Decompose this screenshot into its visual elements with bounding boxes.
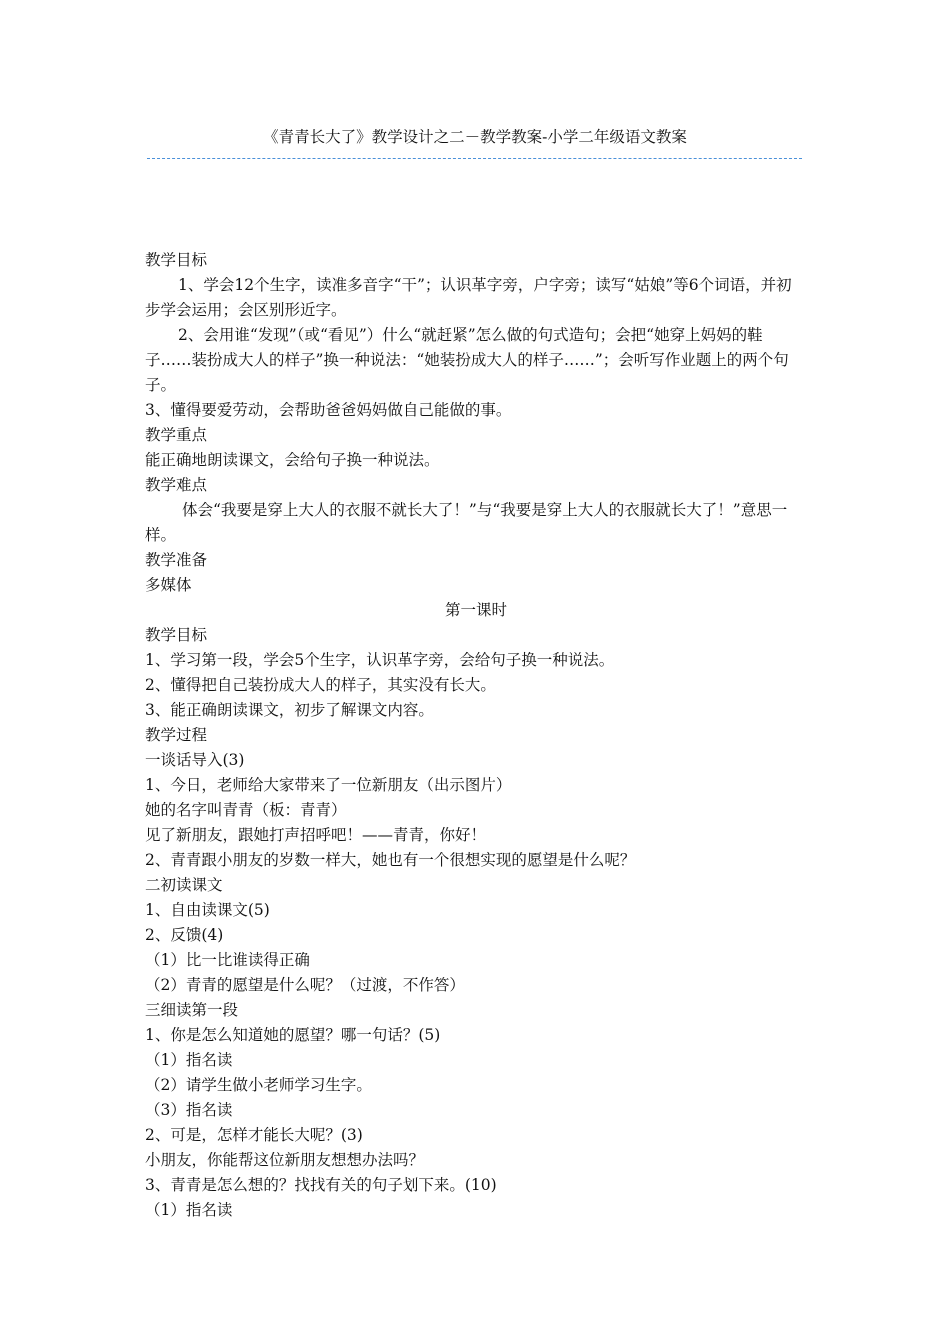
paragraph: 体会“我要是穿上大人的衣服不就长大了！”与“我要是穿上大人的衣服就长大了！”意思一样。 (145, 501, 788, 544)
paragraph: 见了新朋友，跟她打声招呼吧！——青青，你好！ (145, 826, 487, 844)
paragraph: 2、反馈(4) (145, 926, 224, 944)
heading-teaching-process: 教学过程 (145, 726, 208, 744)
paragraph: 三细读第一段 (145, 1001, 239, 1019)
paragraph: 1、学习第一段，学会5个生字，认识革字旁，会给句子换一种说法。 (145, 651, 615, 669)
paragraph: 1、今日，老师给大家带来了一位新朋友（出示图片） (145, 776, 512, 794)
paragraph: 能正确地朗读课文，会给句子换一种说法。 (145, 451, 440, 469)
paragraph: 3、能正确朗读课文，初步了解课文内容。 (145, 701, 434, 719)
paragraph: 2、会用谁“发现”（或“看见”）什么“就赶紧”怎么做的句式造句；会把“她穿上妈妈的鞋子……装扮成大人的样子”换一种说法：“她装扮成大人的样子……”；会听写作业题上的两个句子。 (145, 326, 789, 394)
heading-difficulties: 教学难点 (145, 476, 208, 494)
paragraph: （2）青青的愿望是什么呢？（过渡，不作答） (145, 976, 465, 994)
heading-teaching-goals: 教学目标 (145, 626, 208, 644)
heading-key-points: 教学重点 (145, 426, 208, 444)
paragraph: 3、青青是怎么想的？找找有关的句子划下来。(10) (145, 1176, 497, 1194)
paragraph: 二初读课文 (145, 876, 223, 894)
document-title: 《青青长大了》教学设计之二－教学教案-小学二年级语文教案 (263, 128, 687, 146)
title-divider (147, 158, 802, 159)
paragraph: 1、你是怎么知道她的愿望？哪一句话？(5) (145, 1026, 441, 1044)
section-title-first-lesson: 第一课时 (444, 601, 507, 619)
paragraph: 多媒体 (145, 576, 192, 594)
paragraph: 1、学会12个生字，读准多音字“干”；认识革字旁，户字旁；读写“姑娘”等6个词语，并初步学会运用；会区别形近字。 (145, 276, 792, 319)
paragraph: 一谈话导入(3) (145, 751, 245, 769)
paragraph: 2、可是，怎样才能长大呢？(3) (145, 1126, 363, 1144)
paragraph: 2、懂得把自己装扮成大人的样子，其实没有长大。 (145, 676, 496, 694)
paragraph: 她的名字叫青青（板：青青） (145, 801, 347, 819)
paragraph: （2）请学生做小老师学习生字。 (145, 1076, 372, 1094)
document-body (145, 248, 807, 1223)
paragraph: （1）比一比谁读得正确 (145, 951, 310, 969)
heading-preparation: 教学准备 (145, 551, 208, 569)
paragraph: 3、懂得要爱劳动，会帮助爸爸妈妈做自己能做的事。 (145, 401, 512, 419)
paragraph: （1）指名读 (145, 1051, 233, 1069)
paragraph: 2、青青跟小朋友的岁数一样大，她也有一个很想实现的愿望是什么呢？ (145, 851, 636, 869)
paragraph: （3）指名读 (145, 1101, 233, 1119)
paragraph: 1、自由读课文(5) (145, 901, 270, 919)
paragraph: （1）指名读 (145, 1201, 233, 1219)
paragraph: 小朋友，你能帮这位新朋友想想办法吗？ (145, 1151, 425, 1169)
heading-teaching-goals: 教学目标 (145, 251, 208, 269)
